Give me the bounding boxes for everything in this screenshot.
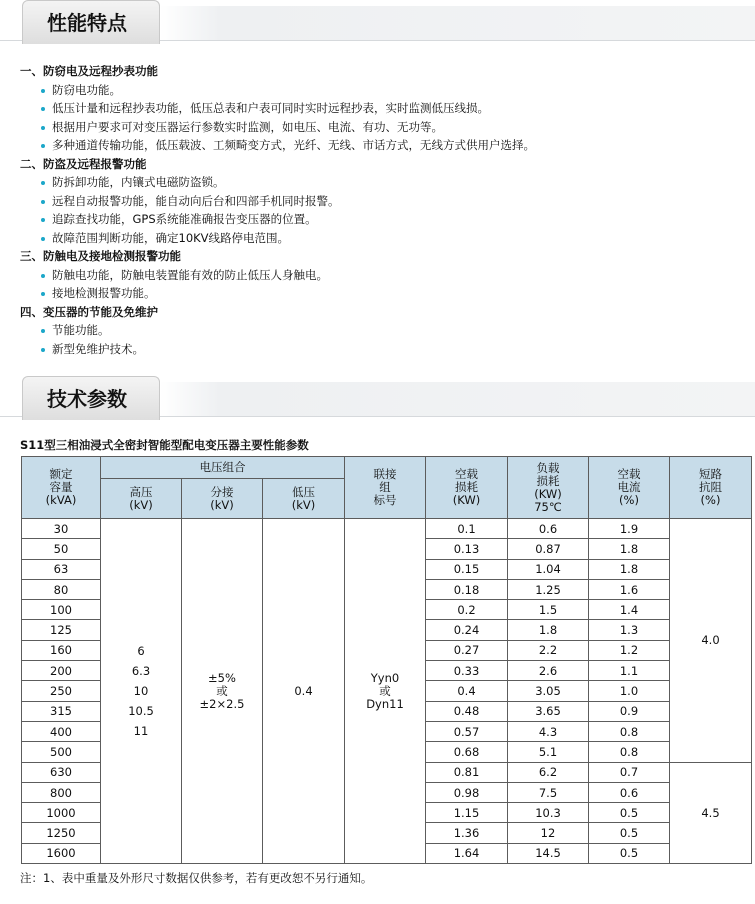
cell-capacity: 400 [22, 721, 101, 741]
cell-noload-loss: 0.2 [426, 600, 508, 620]
bullet-icon [41, 144, 45, 148]
bullet-icon [41, 292, 45, 296]
bullet-icon [41, 200, 45, 204]
feature-heading: 一、防窃电及远程抄表功能 [20, 64, 158, 78]
bullet-icon [41, 126, 45, 130]
bullet-icon [41, 348, 45, 352]
cell-noload-loss: 0.57 [426, 721, 508, 741]
feature-item-text: 低压计量和远程抄表功能，低压总表和户表可同时实时远程抄表，实时监测低压线损。 [52, 101, 489, 115]
feature-item-text: 远程自动报警功能，能自动向后台和四部手机同时报警。 [52, 193, 340, 208]
header-load-loss: 负载 损耗 (KW) 75℃ [508, 457, 589, 519]
feature-item [20, 99, 740, 118]
cell-noload-current: 0.9 [589, 701, 670, 721]
cell-capacity: 1000 [22, 803, 101, 823]
cell-capacity: 800 [22, 782, 101, 802]
cell-noload-loss: 0.24 [426, 620, 508, 640]
cell-impedance: 4.5 [670, 762, 752, 863]
cell-noload-loss: 0.81 [426, 762, 508, 782]
feature-item-text: 防窃电功能。 [52, 82, 121, 97]
cell-capacity: 630 [22, 762, 101, 782]
header-connection: 联接 组 标号 [345, 457, 426, 519]
cell-noload-current: 0.5 [589, 823, 670, 843]
cell-noload-current: 0.7 [589, 762, 670, 782]
feature-item-text: 接地检测报警功能。 [52, 286, 156, 300]
cell-load-loss: 7.5 [508, 782, 589, 802]
cell-load-loss: 1.25 [508, 579, 589, 599]
feature-item-text: 节能功能。 [52, 323, 110, 337]
cell-noload-loss: 0.27 [426, 640, 508, 660]
bullet-icon [41, 274, 45, 278]
cell-capacity: 63 [22, 559, 101, 579]
cell-capacity: 1600 [22, 843, 101, 863]
section-title-features: 性能特点 [22, 0, 160, 44]
feature-item [20, 321, 740, 340]
feature-item [20, 266, 740, 285]
feature-list [20, 62, 740, 358]
cell-impedance: 4.0 [670, 519, 752, 763]
cell-noload-current: 1.0 [589, 681, 670, 701]
cell-noload-loss: 0.33 [426, 661, 508, 681]
cell-noload-current: 0.5 [589, 843, 670, 863]
feature-item [20, 192, 740, 211]
cell-noload-loss: 0.1 [426, 519, 508, 539]
header-tap: 分接 (kV) [182, 479, 263, 519]
cell-capacity: 500 [22, 742, 101, 762]
cell-load-loss: 2.6 [508, 661, 589, 681]
header-noload-current: 空载 电流 (%) [589, 457, 670, 519]
cell-capacity: 1250 [22, 823, 101, 843]
feature-item-text: 防拆卸功能，内镶式电磁防盗锁。 [52, 175, 225, 189]
bullet-icon [41, 181, 45, 185]
cell-capacity: 50 [22, 539, 101, 559]
header-voltage-group: 电压组合 [101, 457, 345, 479]
cell-load-loss: 1.5 [508, 600, 589, 620]
cell-noload-loss: 1.36 [426, 823, 508, 843]
feature-item [20, 173, 740, 192]
cell-capacity: 30 [22, 519, 101, 539]
feature-item-text: 防触电功能，防触电装置能有效的防止低压人身触电。 [52, 267, 328, 282]
feature-heading: 四、变压器的节能及免维护 [20, 304, 158, 319]
cell-noload-loss: 1.15 [426, 803, 508, 823]
bullet-icon [41, 107, 45, 111]
cell-load-loss: 14.5 [508, 843, 589, 863]
feature-item [20, 210, 740, 229]
cell-noload-current: 1.8 [589, 559, 670, 579]
cell-load-loss: 6.2 [508, 762, 589, 782]
cell-low-voltage: 0.4 [263, 519, 345, 864]
feature-item [20, 284, 740, 303]
cell-capacity: 250 [22, 681, 101, 701]
cell-load-loss: 4.3 [508, 721, 589, 741]
cell-noload-loss: 0.18 [426, 579, 508, 599]
feature-heading: 三、防触电及接地检测报警功能 [20, 249, 181, 263]
cell-load-loss: 2.2 [508, 640, 589, 660]
header-impedance: 短路 抗阻 (%) [670, 457, 752, 519]
feature-item [20, 229, 740, 248]
cell-capacity: 200 [22, 661, 101, 681]
cell-high-voltage: 6 6.3 10 10.5 11 [101, 519, 182, 864]
feature-item [20, 136, 740, 155]
cell-noload-current: 0.8 [589, 721, 670, 741]
cell-load-loss: 1.8 [508, 620, 589, 640]
feature-heading: 二、防盗及远程报警功能 [20, 156, 147, 171]
bullet-icon [41, 89, 45, 93]
cell-noload-current: 1.8 [589, 539, 670, 559]
cell-noload-loss: 0.98 [426, 782, 508, 802]
cell-noload-current: 1.6 [589, 579, 670, 599]
cell-load-loss: 10.3 [508, 803, 589, 823]
header-high-voltage: 高压 (kV) [101, 479, 182, 519]
cell-load-loss: 5.1 [508, 742, 589, 762]
cell-capacity: 100 [22, 600, 101, 620]
cell-load-loss: 0.87 [508, 539, 589, 559]
header-noload-loss: 空载 损耗 (KW) [426, 457, 508, 519]
feature-item [20, 340, 740, 359]
cell-noload-loss: 1.64 [426, 843, 508, 863]
table-row [22, 519, 752, 539]
footnote: 注：1、表中重量及外形尺寸数据仅供参考，若有更改恕不另行通知。 [20, 871, 373, 885]
feature-item-text: 多种通道传输功能，低压载波、工频畸变方式，光纤、无线、市话方式，无线方式供用户选择。 [52, 138, 535, 152]
cell-noload-loss: 0.48 [426, 701, 508, 721]
cell-load-loss: 1.04 [508, 559, 589, 579]
table-title: S11型三相油浸式全密封智能型配电变压器主要性能参数 [20, 438, 309, 452]
cell-connection: Yyn0 或 Dyn11 [345, 519, 426, 864]
cell-capacity: 315 [22, 701, 101, 721]
cell-noload-current: 0.6 [589, 782, 670, 802]
cell-load-loss: 12 [508, 823, 589, 843]
feature-item-text: 根据用户要求可对变压器运行参数实时监测，如电压、电流、有功、无功等。 [52, 119, 443, 134]
feature-item-text: 追踪查找功能，GPS系统能准确报告变压器的位置。 [52, 212, 317, 226]
cell-load-loss: 3.65 [508, 701, 589, 721]
feature-item-text: 故障范围判断功能，确定10KV线路停电范围。 [52, 230, 290, 245]
bullet-icon [41, 237, 45, 241]
section-title-parameters: 技术参数 [22, 376, 160, 420]
feature-item [20, 81, 740, 100]
parameters-table [21, 456, 752, 864]
cell-noload-current: 0.8 [589, 742, 670, 762]
cell-capacity: 160 [22, 640, 101, 660]
header-low-voltage: 低压 (kV) [263, 479, 345, 519]
cell-noload-current: 1.3 [589, 620, 670, 640]
cell-noload-loss: 0.13 [426, 539, 508, 559]
cell-noload-loss: 0.15 [426, 559, 508, 579]
cell-tap: ±5% 或 ±2×2.5 [182, 519, 263, 864]
cell-capacity: 80 [22, 579, 101, 599]
cell-noload-loss: 0.4 [426, 681, 508, 701]
cell-noload-current: 1.1 [589, 661, 670, 681]
cell-capacity: 125 [22, 620, 101, 640]
feature-item-text: 新型免维护技术。 [52, 341, 144, 356]
cell-noload-current: 1.4 [589, 600, 670, 620]
cell-noload-current: 0.5 [589, 803, 670, 823]
bullet-icon [41, 329, 45, 333]
cell-load-loss: 3.05 [508, 681, 589, 701]
feature-item [20, 118, 740, 137]
section-header-parameters [0, 376, 755, 420]
cell-load-loss: 0.6 [508, 519, 589, 539]
cell-noload-loss: 0.68 [426, 742, 508, 762]
cell-noload-current: 1.9 [589, 519, 670, 539]
cell-noload-current: 1.2 [589, 640, 670, 660]
section-header-features [0, 0, 755, 44]
header-capacity: 额定 容量 (kVA) [22, 457, 101, 519]
bullet-icon [41, 218, 45, 222]
